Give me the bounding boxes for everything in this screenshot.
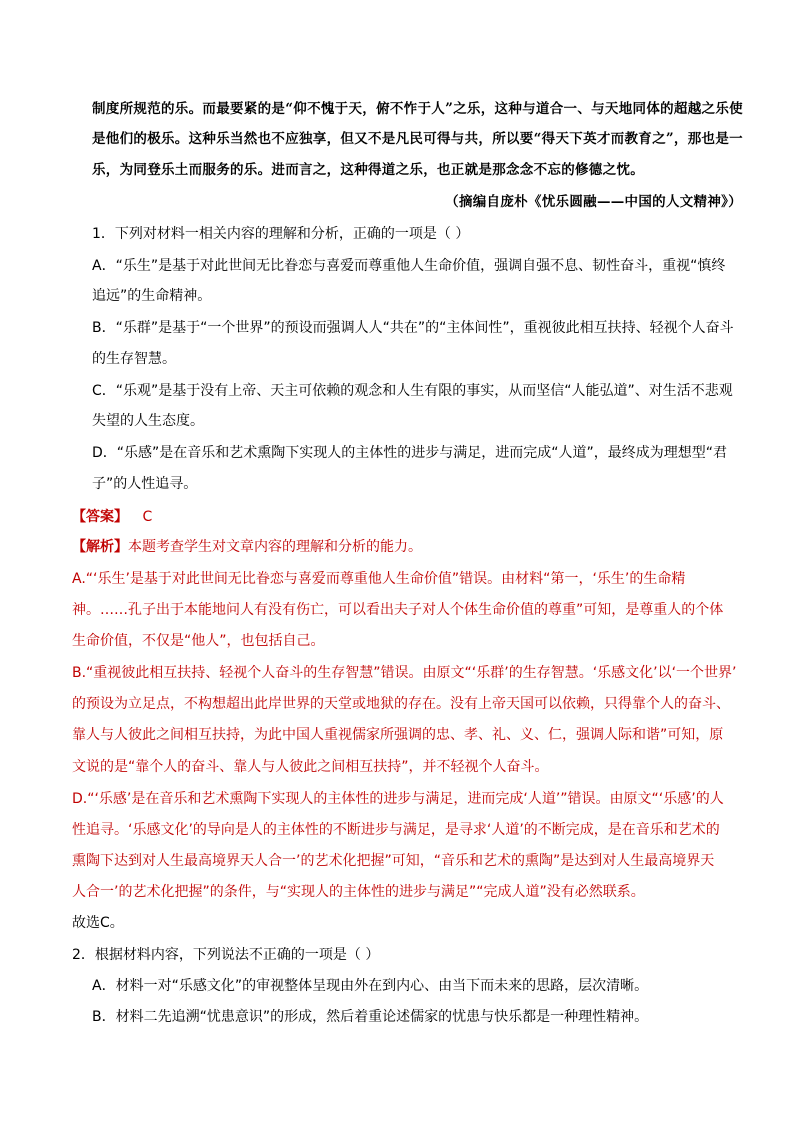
analysis-line: 性追寻。‘乐感文化’的导向是人的主体性的不断进步与满足，是寻求‘人道’的不断完成，是在音乐和艺术的 — [72, 822, 720, 838]
q1-option-d-cont: 子”的人性追寻。 — [92, 476, 198, 492]
q1-option-a-cont: 追远”的生命精神。 — [92, 288, 212, 304]
analysis-line: 文说的是“靠个人的奋斗、靠人与人彼此之间相互扶持”，并不轻视个人奋斗。 — [72, 759, 549, 775]
q1-option-c: C．“乐观”是基于没有上帝、天主可依赖的观念和人生有限的事实，从而坚信“人能弘道”、对生活不悲观 — [92, 383, 733, 399]
passage-source: （摘编自庞朴《忧乐圆融——中国的人文精神》） — [445, 194, 742, 210]
passage-line: 制度所规范的乐。而最要紧的是“仰不愧于天，俯不怍于人”之乐，这种与道合一、与天地同体的超越之乐使 — [92, 101, 743, 117]
analysis-line: D.“‘乐感’是在音乐和艺术熏陶下实现人的主体性的进步与满足，进而完成‘人道’”错误。由原文“‘乐感’的人 — [72, 791, 724, 807]
answer-value: C — [142, 509, 153, 525]
passage-line: 乐，为同登乐土而服务的乐。进而言之，这种得道之乐，也正就是那念念不忘的修德之忱。 — [92, 162, 644, 178]
analysis-line: 人合一’的艺术化把握”的条件，与“实现人的主体性的进步与满足”“完成人道”没有必然联系。 — [72, 884, 645, 900]
passage-line: 是他们的极乐。这种乐当然也不应独享，但又不是凡民可得与共，所以要“得天下英才而教育之”，那也是一 — [92, 131, 743, 147]
answer-tag: 【答案】 — [72, 509, 128, 525]
question-1-stem: 1．下列对材料一相关内容的理解和分析，正确的一项是（ ） — [92, 226, 470, 242]
analysis-header — [72, 538, 422, 556]
analysis-tag: 【解析】 — [72, 539, 128, 555]
analysis-line: 生命价值，不仅是“他人”，也包括自己。 — [72, 633, 325, 649]
q1-option-d: D．“乐感”是在音乐和艺术熏陶下实现人的主体性的进步与满足，进而完成“人道”，最终成为理想型“君 — [92, 445, 728, 461]
q1-option-b-cont: 的生存智慧。 — [92, 351, 176, 367]
q2-option-a: A．材料一对“乐感文化”的审视整体呈现由外在到内心、由当下而未来的思路，层次清晰。 — [92, 978, 649, 994]
analysis-line: 神。……孔子出于本能地问人有没有伤亡，可以看出夫子对人个体生命价值的尊重”可知，是尊重人的个体 — [72, 602, 724, 618]
q1-option-c-cont: 失望的人生态度。 — [92, 413, 204, 429]
analysis-line: 熏陶下达到对人生最高境界天人合一’的艺术化把握”可知，“音乐和艺术的熏陶”是达到对人生最高境界天 — [72, 853, 715, 869]
q2-option-b: B．材料二先追溯“忧患意识”的形成，然后着重论述儒家的忧患与快乐都是一种理性精神。 — [92, 1009, 649, 1025]
analysis-line: B.“重视彼此相互扶持、轻视个人奋斗的生存智慧”错误。由原文“‘乐群’的生存智慧。‘乐感文化’以‘一个世界’ — [72, 665, 737, 681]
q1-option-a: A．“乐生”是基于对此世间无比眷恋与喜爱而尊重他人生命价值，强调自强不息、韧性奋斗，重视“慎终 — [92, 258, 726, 274]
question-2-stem: 2．根据材料内容，下列说法不正确的一项是（ ） — [72, 947, 380, 963]
analysis-line: 的预设为立足点，不构想超出此岸世界的天堂或地狱的存在。没有上帝天国可以依赖，只得靠个人的奋斗、 — [72, 696, 730, 712]
analysis-line: 靠人与人彼此之间相互扶持，为此中国人重视儒家所强调的忠、孝、礼、义、仁，强调人际和谐”可知，原 — [72, 727, 724, 743]
answer-line — [72, 508, 152, 526]
analysis-conclusion: 故选C。 — [72, 915, 124, 931]
analysis-intro: 本题考查学生对文章内容的理解和分析的能力。 — [128, 539, 422, 555]
analysis-line: A.“‘乐生’是基于对此世间无比眷恋与喜爱而尊重他人生命价值”错误。由材料“第一，‘乐生’的生命精 — [72, 571, 686, 587]
q1-option-b: B．“乐群”是基于“一个世界”的预设而强调人人“共在”的“主体间性”，重视彼此相互扶持、轻视个人奋斗 — [92, 320, 734, 336]
